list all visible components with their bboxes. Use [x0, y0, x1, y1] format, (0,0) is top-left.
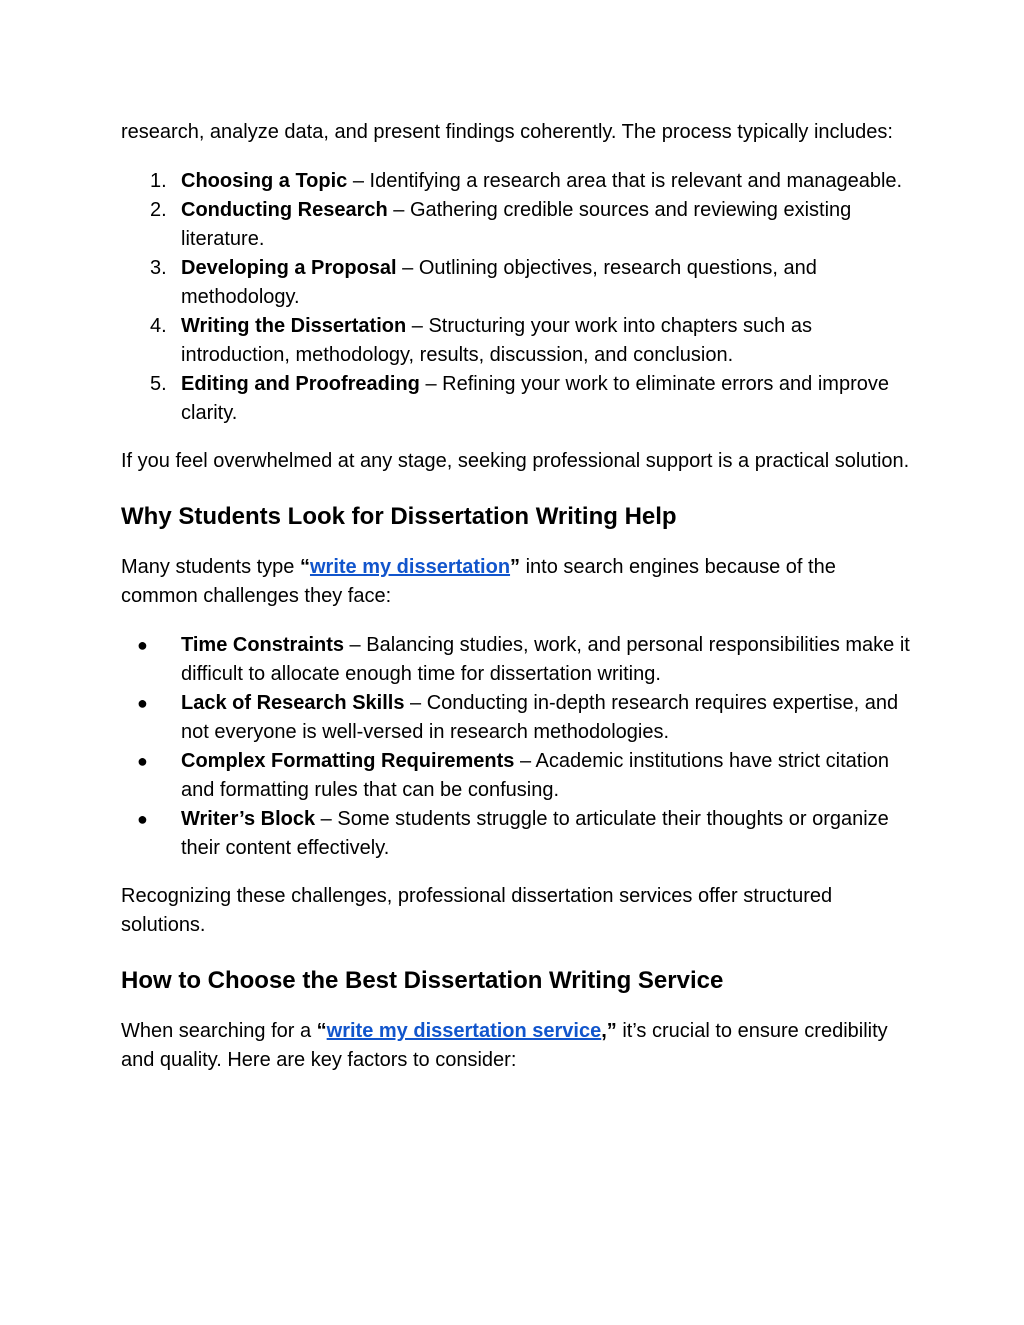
open-quote: “ [299, 556, 310, 578]
paragraph-text: When searching for a [121, 1020, 317, 1042]
list-item [121, 254, 911, 312]
step-title: Conducting Research [181, 199, 388, 221]
paragraph-text: Many students type [121, 556, 300, 578]
challenge-title: Writer’s Block [181, 808, 316, 830]
list-item [121, 196, 911, 254]
section1-paragraph [121, 553, 911, 611]
step-description: – Structuring your work into chapters such as introduction, methodology, results, discussion, and conclusion. [181, 315, 812, 366]
step-title: Editing and Proofreading [181, 373, 420, 395]
list-number: 2. [150, 199, 167, 221]
challenge-description: – Balancing studies, work, and personal responsibilities make it difficult to allocate enough time for dissertation writing. [181, 634, 910, 685]
challenge-title: Time Constraints [181, 634, 344, 656]
list-item [121, 631, 911, 689]
close-quote: ,” [601, 1020, 617, 1042]
list-number: 3. [150, 257, 167, 279]
close-quote: ” [510, 556, 521, 578]
bullet-icon: ● [137, 809, 148, 829]
process-steps-list [121, 167, 911, 428]
challenge-title: Complex Formatting Requirements [181, 750, 515, 772]
list-number: 4. [150, 315, 167, 337]
challenge-description: – Conducting in-depth research requires expertise, and not everyone is well-versed in research methodologies. [181, 692, 899, 743]
paragraph-text: it’s crucial to ensure credibility and quality. Here are key factors to consider: [121, 1020, 888, 1071]
challenges-list [121, 631, 911, 863]
bullet-icon: ● [137, 751, 148, 771]
list-item [121, 689, 911, 747]
list-number: 1. [150, 170, 167, 192]
bullet-icon: ● [137, 693, 148, 713]
write-my-dissertation-service-link[interactable]: write my dissertation service [326, 1020, 602, 1042]
section-heading-why-students: Why Students Look for Dissertation Writing Help [121, 503, 677, 530]
step-description: – Identifying a research area that is relevant and manageable. [347, 170, 903, 192]
list-item [121, 312, 911, 370]
intro-paragraph: research, analyze data, and present findings coherently. The process typically includes: [121, 121, 893, 143]
overwhelmed-paragraph: If you feel overwhelmed at any stage, seeking professional support is a practical solution. [121, 450, 910, 472]
step-title: Developing a Proposal [181, 257, 397, 279]
closing-paragraph: Recognizing these challenges, professional dissertation services offer structured solutions. [121, 885, 833, 936]
list-item [121, 167, 911, 196]
challenge-description: – Academic institutions have strict citation and formatting rules that can be confusing. [181, 750, 890, 801]
bullet-icon: ● [137, 635, 148, 655]
list-item [121, 747, 911, 805]
document-page [121, 118, 911, 1075]
list-number: 5. [150, 373, 167, 395]
section-heading-how-to-choose: How to Choose the Best Dissertation Writing Service [121, 967, 724, 994]
list-item [121, 370, 911, 428]
step-title: Writing the Dissertation [181, 315, 407, 337]
challenge-description: – Some students struggle to articulate their thoughts or organize their content effectively. [181, 808, 889, 859]
paragraph-text: into search engines because of the common challenges they face: [121, 556, 836, 607]
step-description: – Outlining objectives, research questions, and methodology. [181, 257, 817, 308]
step-description: – Refining your work to eliminate errors and improve clarity. [181, 373, 889, 424]
write-my-dissertation-link[interactable]: write my dissertation [309, 556, 511, 578]
step-description: – Gathering credible sources and reviewing existing literature. [181, 199, 852, 250]
open-quote: “ [316, 1020, 327, 1042]
section2-paragraph [121, 1017, 911, 1075]
challenge-title: Lack of Research Skills [181, 692, 405, 714]
list-item [121, 805, 911, 863]
step-title: Choosing a Topic [181, 170, 348, 192]
